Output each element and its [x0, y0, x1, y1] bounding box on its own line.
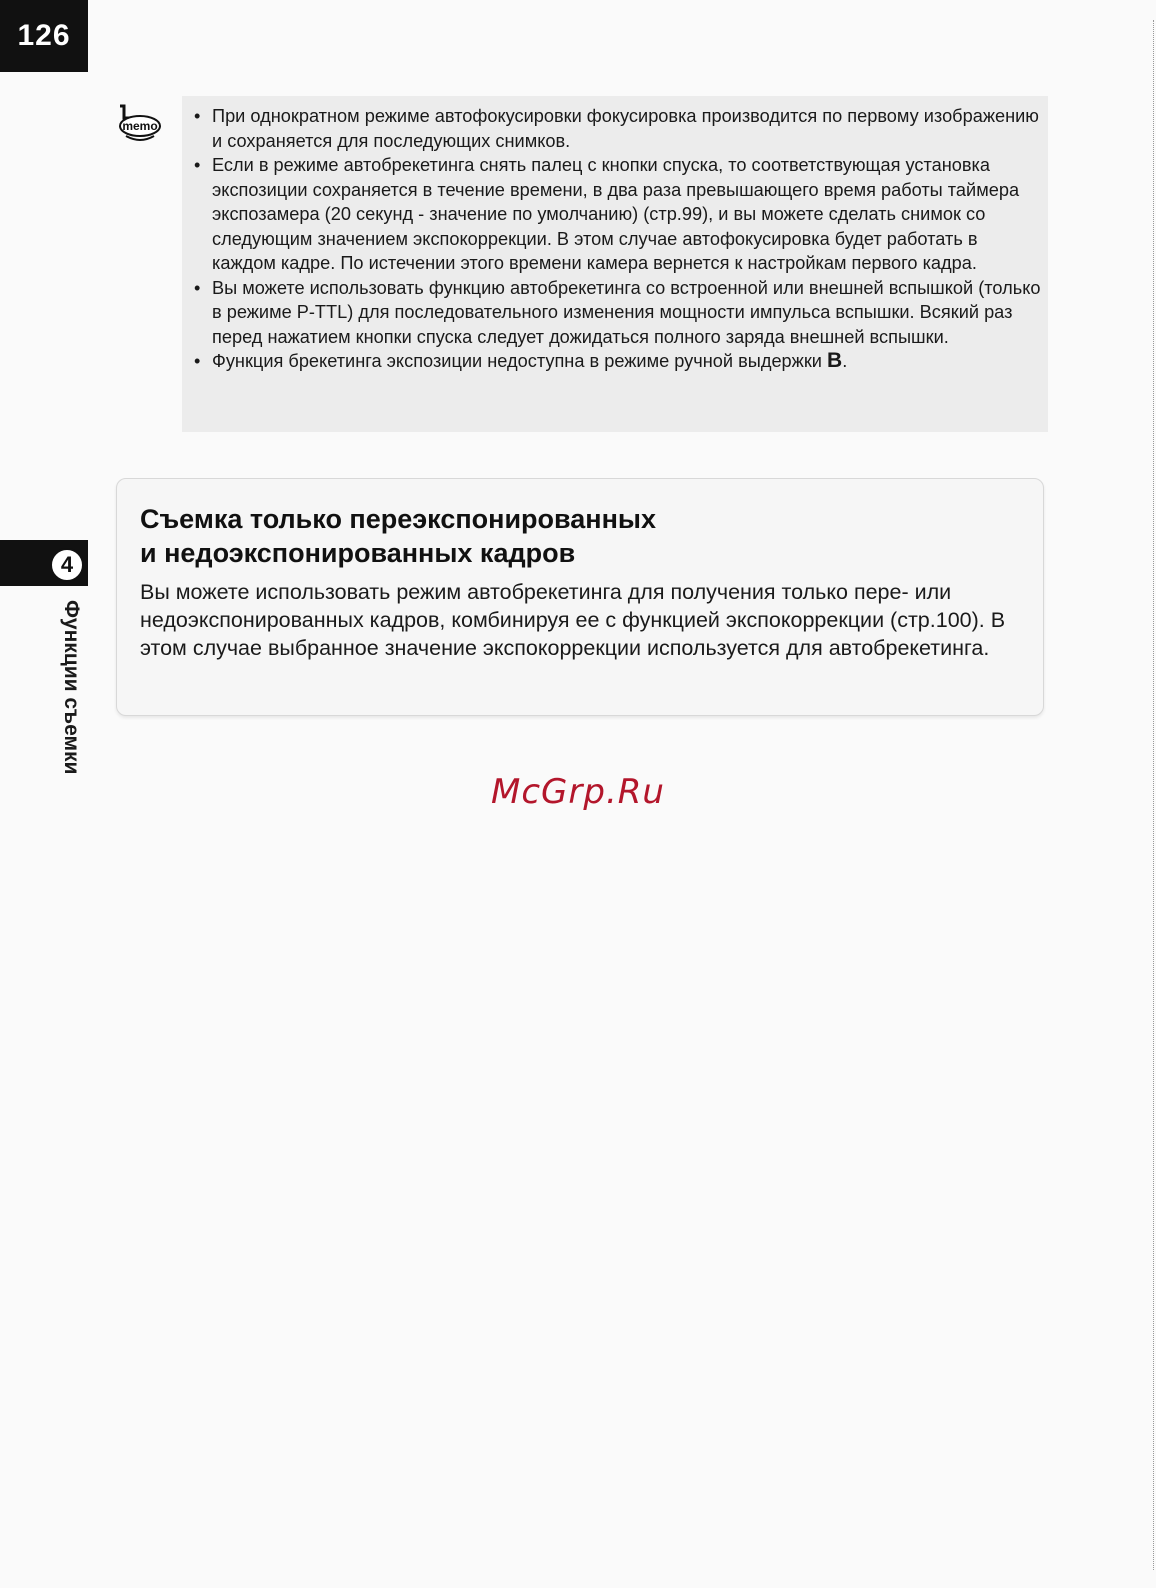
section-title: [140, 502, 1020, 570]
page-number: 126: [0, 0, 88, 72]
chapter-number: 4: [50, 548, 84, 582]
memo-item: • Если в режиме автобрекетинга снять палец с кнопки спуска, то соответствующая установка экспозиции сохраняется в течение времени, в два раза превышающего время работы таймера экспозамера (20 секунд - значение по умолчанию) (стр.99), и вы можете сделать снимок со следующим значением экспокоррекции. В этом случае автофокусировка будет работать в каждом кадре. По истечении этого времени камера вернется к настройкам первого кадра.: [192, 153, 1042, 276]
memo-item: [192, 349, 1042, 374]
section-body: Вы можете использовать режим автобрекетинга для получения только пере- или недоэкспонированных кадров, комбинируя ее с функцией экспокоррекции (стр.100). В этом случае выбранное значение экспокоррекции используется для автобрекетинга.: [140, 580, 1006, 660]
section-title-line2: и недоэкспонированных кадров: [140, 538, 576, 568]
section-title-line1: Съемка только переэкспонированных: [140, 504, 656, 534]
chapter-title: Функции съемки: [60, 600, 83, 775]
bulb-mode-symbol: B: [827, 349, 843, 372]
memo-icon-label: memo: [122, 119, 158, 133]
memo-list: [192, 104, 1042, 374]
page-edge: [1145, 20, 1154, 1570]
memo-item-text: Функция брекетинга экспозиции недоступна в режиме ручной выдержки: [212, 351, 828, 371]
memo-icon: [114, 102, 162, 146]
watermark: McGrp.Ru: [491, 772, 665, 812]
memo-item: • При однократном режиме автофокусировки фокусировка производится по первому изображению и сохраняется для последующих снимков.: [192, 104, 1042, 153]
memo-item-end: .: [842, 351, 848, 371]
memo-item: • Вы можете использовать функцию автобрекетинга со встроенной или внешней вспышкой (только в режиме P-TTL) для последовательного изменения мощности импульса вспышки. Всякий раз перед нажатием кнопки спуска следует дожидаться полного заряда внешней вспышки.: [192, 276, 1042, 350]
